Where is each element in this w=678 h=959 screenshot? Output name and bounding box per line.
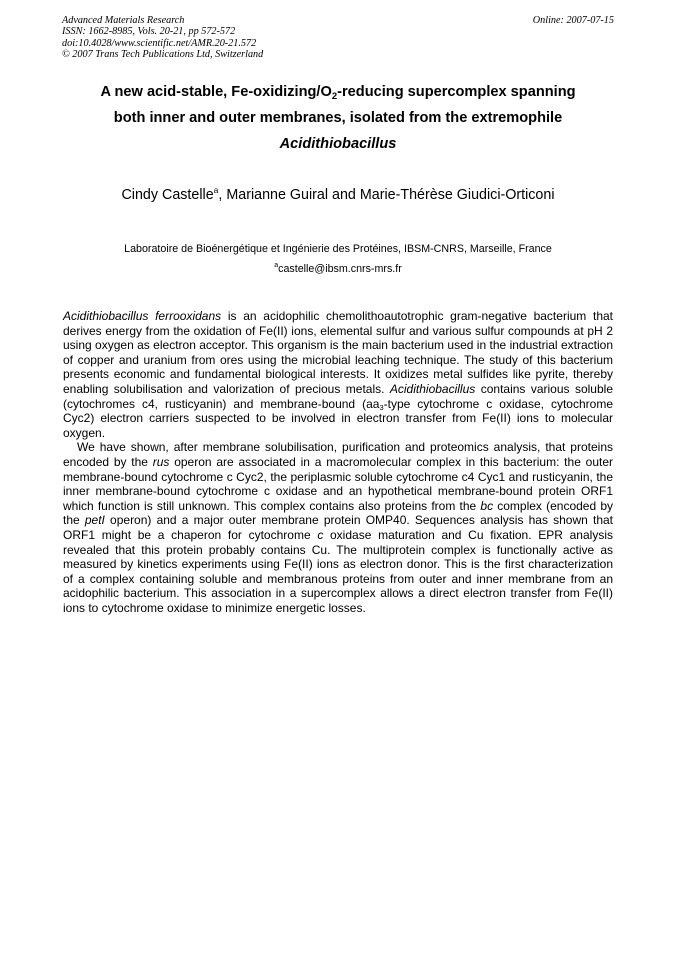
journal-header	[62, 15, 263, 60]
title-line-3: Acidithiobacillus	[279, 136, 397, 152]
issn-line: ISSN: 1662-8985, Vols. 20-21, pp 572-572	[62, 26, 236, 38]
paragraph-2-text-b: operon are associated in a macromolecular complex in this bacterium: the outer membrane-bound cytochrome c Cyc2, the periplasmic soluble cytochrome c4 Cyc1 and rusticyanin, the inner membrane-bound cytochrome c oxidase and an hypothetical membrane-bound protein ORF1 which function is still unknown. This complex contains also proteins from the	[63, 454, 613, 513]
contact-email: castelle@ibsm.cnrs-mrs.fr	[278, 263, 402, 275]
abstract-body	[63, 309, 613, 615]
genus-name: Acidithiobacillus	[389, 381, 476, 396]
affiliation	[62, 239, 614, 279]
author-1-affil-mark: a	[213, 185, 219, 195]
online-date: Online: 2007-07-15	[532, 15, 614, 26]
other-authors: , Marianne Guiral and Marie-Thérèse Giudici-Orticoni	[218, 187, 555, 203]
paragraph-1	[63, 309, 613, 440]
paragraph-1-text-b: contains various soluble (cytochromes c4, rusticyanin) and membrane-bound (aa	[63, 381, 613, 411]
peti-operon: petI	[84, 513, 105, 528]
title-line-1-post: -reducing supercomplex spanning	[337, 84, 576, 100]
paper-title	[62, 79, 614, 157]
rus-operon: rus	[152, 454, 170, 469]
bc-complex: bc	[480, 498, 494, 513]
author-1: Cindy Castelle	[121, 187, 214, 203]
paragraph-2-text-c: complex (encoded by the	[63, 498, 613, 528]
title-subscript: 2	[331, 91, 338, 102]
copyright-line: © 2007 Trans Tech Publications Ltd, Switzerland	[62, 48, 264, 60]
paragraph-2	[63, 440, 613, 615]
title-line-2: both inner and outer membranes, isolated from the extremophile	[113, 110, 563, 126]
paragraph-2-text-e: oxidase maturation and Cu fixation. EPR analysis revealed that this protein probably contains Cu. The multiprotein complex is functionally active as measured by kinetics experiments using Fe(II) ions as electron donor. This is the first characterization of a complex containing soluble and membranous proteins from outer and inner membrane from an acidophilic bacterium. This association in a supercomplex allows a direct electron transfer from Fe(II) ions to cytochrome oxidase to minimize energetic losses.	[63, 527, 613, 615]
title-line-1-pre: A new acid-stable, Fe-oxidizing/O	[100, 84, 332, 100]
journal-name: Advanced Materials Research	[62, 15, 185, 26]
paragraph-1-text-a: is an acidophilic chemolithoautotrophic gram-negative bacterium that derives energy from the oxidation of Fe(II) ions, elemental sulfur and various sulfur compounds at pH 2 using oxygen as electron acceptor. This organism is the main bacterium used in the industrial extraction of copper and uranium from ores using the microbial leaching technique. The study of this bacterium presents economic and fundamental biological interests. It oxidizes metal sulfides like pyrite, thereby enabling solubilisation and valorization of precious metals.	[63, 309, 614, 396]
paragraph-2-text-a: We have shown, after membrane solubilisation, purification and proteomics analysis, that proteins encoded by the	[63, 440, 613, 469]
email-affil-mark: a	[274, 262, 279, 269]
cytochrome-c-italic: c	[317, 527, 324, 542]
aa3-subscript: 3	[379, 402, 384, 412]
paragraph-2-text-d: operon) and a major outer membrane protein OMP40. Sequences analysis has shown that ORF1 might be a chaperon for cytochrome	[63, 513, 613, 542]
doi-line: doi:10.4028/www.scientific.net/AMR.20-21.572	[62, 37, 257, 49]
title-line-1	[62, 79, 614, 105]
email-line	[62, 259, 614, 279]
institution: Laboratoire de Bioénergétique et Ingénierie des Protéines, IBSM-CNRS, Marseille, France	[124, 243, 552, 255]
author-list	[62, 186, 614, 204]
paragraph-1-text-c: -type cytochrome c oxidase, cytochrome Cyc2) electron carriers suspected to be involved in electron transfer from Fe(II) ions to molecular oxygen.	[63, 396, 613, 440]
species-name: Acidithiobacillus ferrooxidans	[63, 309, 222, 323]
